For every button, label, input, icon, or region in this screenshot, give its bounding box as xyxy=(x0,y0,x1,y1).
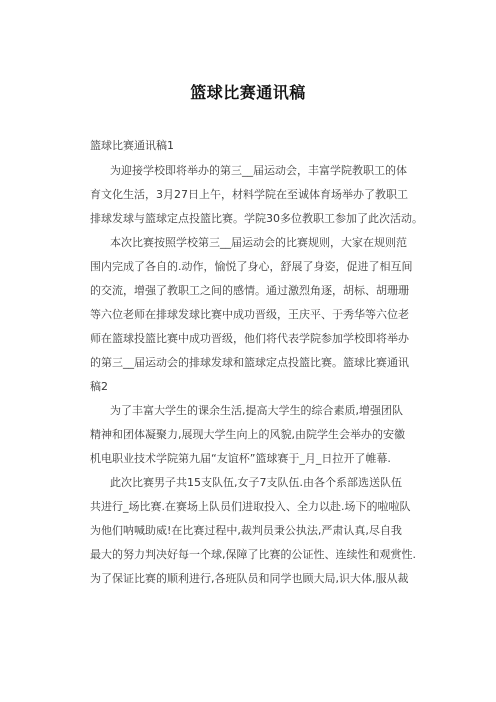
paragraph-line: 的交流，增强了教职工之间的感情。通过激烈角逐，胡标、胡珊珊 xyxy=(90,284,409,297)
paragraph-line: 最大的努力判决好每一个球,保障了比赛的公证性、连续性和观赏性. xyxy=(90,548,416,561)
paragraph-line: 师在篮球投篮比赛中成功晋级，他们将代表学院参加学校即将举办 xyxy=(90,332,409,345)
paragraph-line: 排球发球与篮球定点投篮比赛。学院30多位教职工参加了此次活动。 xyxy=(90,212,423,225)
paragraph-line: 为了保证比赛的顺利进行,各班队员和同学也顾大局,识大体,服从裁 xyxy=(90,572,409,585)
paragraph-line: 为了丰富大学生的课余生活,提高大学生的综合素质,增强团队 xyxy=(110,404,403,417)
paragraph-line: 稿2 xyxy=(90,380,108,393)
paragraph-line: 的第三__届运动会的排球发球和篮球定点投篮比赛。篮球比赛通讯 xyxy=(90,356,409,369)
paragraph-line: 精神和团体凝聚力,展现大学生向上的风貌,由院学生会举办的安徽 xyxy=(90,428,405,441)
document-title: 篮球比赛通讯稿 xyxy=(190,83,306,102)
paragraph-line: 篮球比赛通讯稿1 xyxy=(90,139,174,152)
paragraph-line: 本次比赛按照学校第三__届运动会的比赛规则，大家在规则范 xyxy=(110,236,407,249)
paragraph-line: 为迎接学校即将举办的第三__届运动会，丰富学院教职工的体 xyxy=(110,164,407,177)
paragraph-line: 此次比赛男子共15支队伍,女子7支队伍.由各个系部选送队伍 xyxy=(110,476,402,489)
paragraph-line: 等六位老师在排球发球比赛中成功晋级，王庆平、于秀华等六位老 xyxy=(90,308,409,321)
paragraph-line: 机电职业技术学院第九届“友谊杯”篮球赛于_月_日拉开了帷幕. xyxy=(90,452,391,465)
paragraph-line: 共进行_场比赛.在赛场上队员们进取投入、全力以赴.场下的啦啦队 xyxy=(90,500,411,513)
paragraph-line: 育文化生活，3月27日上午，材料学院在至诚体育场举办了教职工 xyxy=(90,188,408,201)
paragraph-line: 为他们呐喊助威!在比赛过程中,裁判员秉公执法,严肃认真,尽自我 xyxy=(90,524,402,537)
paragraph-line: 围内完成了各自的.动作，愉悦了身心，舒展了身姿，促进了相互间 xyxy=(90,260,413,273)
